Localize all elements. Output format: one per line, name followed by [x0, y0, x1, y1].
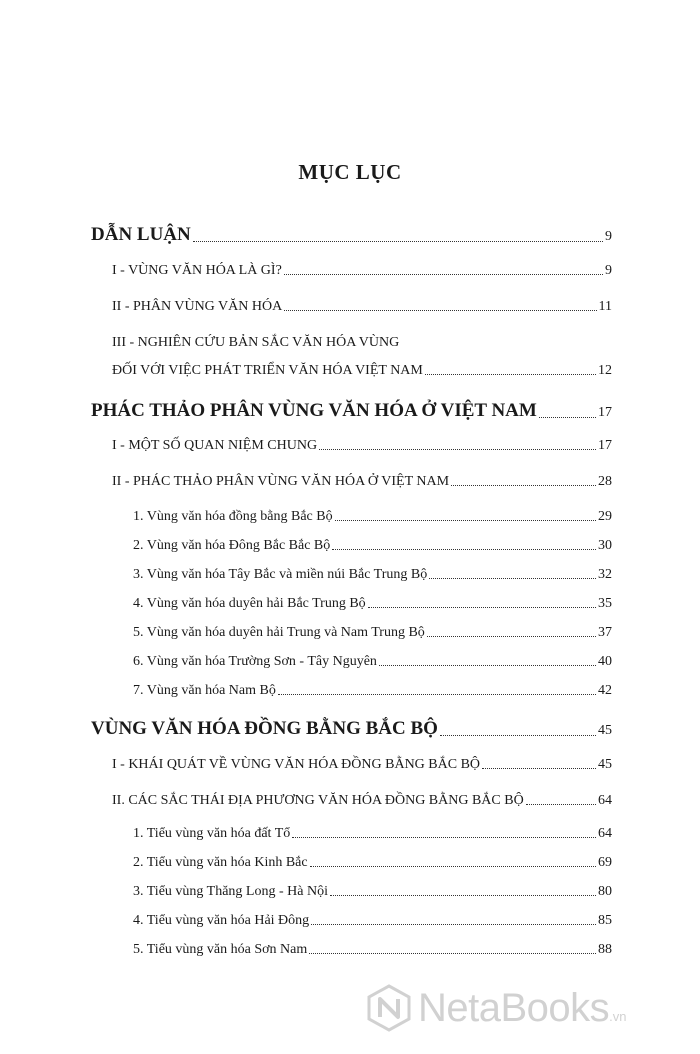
dot-leader	[451, 484, 596, 486]
toc-entry-page: 69	[598, 855, 612, 870]
toc-entry-label: ĐỐI VỚI VIỆC PHÁT TRIỂN VĂN HÓA VIỆT NAM	[112, 363, 423, 378]
dot-leader	[311, 923, 596, 925]
toc-entry-label: 7. Vùng văn hóa Nam Bộ	[133, 683, 276, 698]
dot-leader	[539, 416, 596, 418]
watermark-brand: NetaBooks	[418, 985, 610, 1030]
toc-entry-page: 9	[605, 229, 612, 244]
toc-entry-section[interactable]	[112, 438, 612, 454]
dot-leader	[330, 894, 596, 896]
dot-leader	[310, 865, 596, 867]
toc-entry-page: 85	[598, 913, 612, 928]
toc-entry-chapter[interactable]	[91, 400, 612, 422]
dot-leader	[284, 309, 596, 311]
toc-entry-page: 88	[598, 942, 612, 957]
dot-leader	[278, 693, 596, 695]
toc-entry-subsection[interactable]	[133, 567, 612, 583]
toc-entry-page: 17	[598, 405, 612, 420]
toc-entry-page: 64	[598, 793, 612, 808]
dot-leader	[429, 577, 596, 579]
toc-entry-label: 3. Tiểu vùng Thăng Long - Hà Nội	[133, 884, 328, 899]
toc-entry-label: 1. Vùng văn hóa đồng bằng Bắc Bộ	[133, 509, 333, 524]
toc-entry-page: 37	[598, 625, 612, 640]
toc-entry-page: 80	[598, 884, 612, 899]
toc-entry-subsection[interactable]	[133, 625, 612, 641]
dot-leader	[368, 606, 596, 608]
toc-entry-page: 12	[598, 363, 612, 378]
dot-leader	[332, 548, 596, 550]
dot-leader	[427, 635, 596, 637]
toc-entry-section[interactable]	[112, 299, 612, 315]
toc-entry-subsection[interactable]	[133, 855, 612, 871]
toc-entry-page: 28	[598, 474, 612, 489]
toc-entry-subsection[interactable]	[133, 826, 612, 842]
toc-entry-label: 1. Tiểu vùng văn hóa đất Tổ	[133, 826, 291, 841]
toc-entry-section[interactable]	[112, 793, 612, 809]
toc-entry-page: 42	[598, 683, 612, 698]
toc-entry-page: 32	[598, 567, 612, 582]
toc-entry-page: 64	[598, 826, 612, 841]
toc-entry-label: II. CÁC SẮC THÁI ĐỊA PHƯƠNG VĂN HÓA ĐỒNG BẰNG BẮC BỘ	[112, 793, 524, 808]
toc-entry-subsection[interactable]	[133, 913, 612, 929]
toc-entry-subsection[interactable]	[133, 596, 612, 612]
toc-entry-subsection[interactable]	[133, 942, 612, 958]
page-title: MỤC LỤC	[298, 160, 402, 184]
toc-entry-label: II - PHÂN VÙNG VĂN HÓA	[112, 299, 283, 314]
toc-entry-label: 3. Vùng văn hóa Tây Bắc và miền núi Bắc Trung Bộ	[133, 567, 428, 582]
toc-entry-chapter[interactable]	[91, 224, 612, 246]
toc-entry-section[interactable]	[112, 363, 612, 379]
netabooks-logo-icon	[364, 983, 414, 1033]
toc-entry-page: 30	[598, 538, 612, 553]
toc-entry-page: 40	[598, 654, 612, 669]
toc-entry-section[interactable]	[112, 757, 612, 773]
dot-leader	[284, 273, 603, 275]
dot-leader	[526, 803, 596, 805]
toc-entry-page: 11	[598, 299, 612, 314]
toc-entry-label: 5. Tiểu vùng văn hóa Sơn Nam	[133, 942, 308, 957]
toc-entry-subsection[interactable]	[133, 509, 612, 525]
dot-leader	[292, 836, 596, 838]
toc-entry-label: 4. Tiểu vùng văn hóa Hải Đông	[133, 913, 310, 928]
dot-leader	[193, 240, 603, 242]
toc-entry-label: 4. Vùng văn hóa duyên hải Bắc Trung Bộ	[133, 596, 366, 611]
toc-entry-label: 5. Vùng văn hóa duyên hải Trung và Nam Trung Bộ	[133, 625, 425, 640]
toc-entry-label: VÙNG VĂN HÓA ĐỒNG BẰNG BẮC BỘ	[91, 718, 438, 739]
toc-entry-subsection[interactable]	[133, 683, 612, 699]
toc-entry-label-line1[interactable]: III - NGHIÊN CỨU BẢN SẮC VĂN HÓA VÙNG	[112, 335, 400, 350]
toc-entry-label: 6. Vùng văn hóa Trường Sơn - Tây Nguyên	[133, 654, 377, 669]
dot-leader	[335, 519, 596, 521]
toc-entry-label: II - PHÁC THẢO PHÂN VÙNG VĂN HÓA Ở VIỆT NAM	[112, 474, 450, 489]
toc-entry-label: I - MỘT SỐ QUAN NIỆM CHUNG	[112, 438, 318, 453]
dot-leader	[425, 373, 596, 375]
toc-entry-subsection[interactable]	[133, 538, 612, 554]
toc-entry-page: 17	[598, 438, 612, 453]
dot-leader	[319, 448, 596, 450]
toc-entry-page: 9	[605, 263, 612, 278]
toc-entry-section[interactable]	[112, 474, 612, 490]
toc-entry-label: 2. Tiểu vùng văn hóa Kinh Bắc	[133, 855, 308, 870]
watermark-suffix: .vn	[609, 1009, 627, 1024]
toc-entry-section[interactable]	[112, 263, 612, 279]
toc-entry-page: 45	[598, 757, 612, 772]
toc-entry-page: 35	[598, 596, 612, 611]
toc-entry-subsection[interactable]	[133, 884, 612, 900]
toc-entry-label: 2. Vùng văn hóa Đông Bắc Bắc Bộ	[133, 538, 331, 553]
toc-entry-chapter[interactable]	[91, 718, 612, 740]
dot-leader	[379, 664, 596, 666]
toc-entry-label: I - KHÁI QUÁT VỀ VÙNG VĂN HÓA ĐỒNG BẰNG BẮC BỘ	[112, 757, 481, 772]
dot-leader	[482, 767, 596, 769]
toc-entry-page: 45	[598, 723, 612, 738]
toc-entry-label: DẪN LUẬN	[91, 224, 191, 245]
netabooks-watermark	[364, 978, 627, 1038]
toc-entry-label: I - VÙNG VĂN HÓA LÀ GÌ?	[112, 263, 282, 278]
dot-leader	[440, 734, 596, 736]
toc-entry-label: PHÁC THẢO PHÂN VÙNG VĂN HÓA Ở VIỆT NAM	[91, 400, 537, 421]
toc-entry-subsection[interactable]	[133, 654, 612, 670]
dot-leader	[309, 952, 596, 954]
toc-entry-page: 29	[598, 509, 612, 524]
